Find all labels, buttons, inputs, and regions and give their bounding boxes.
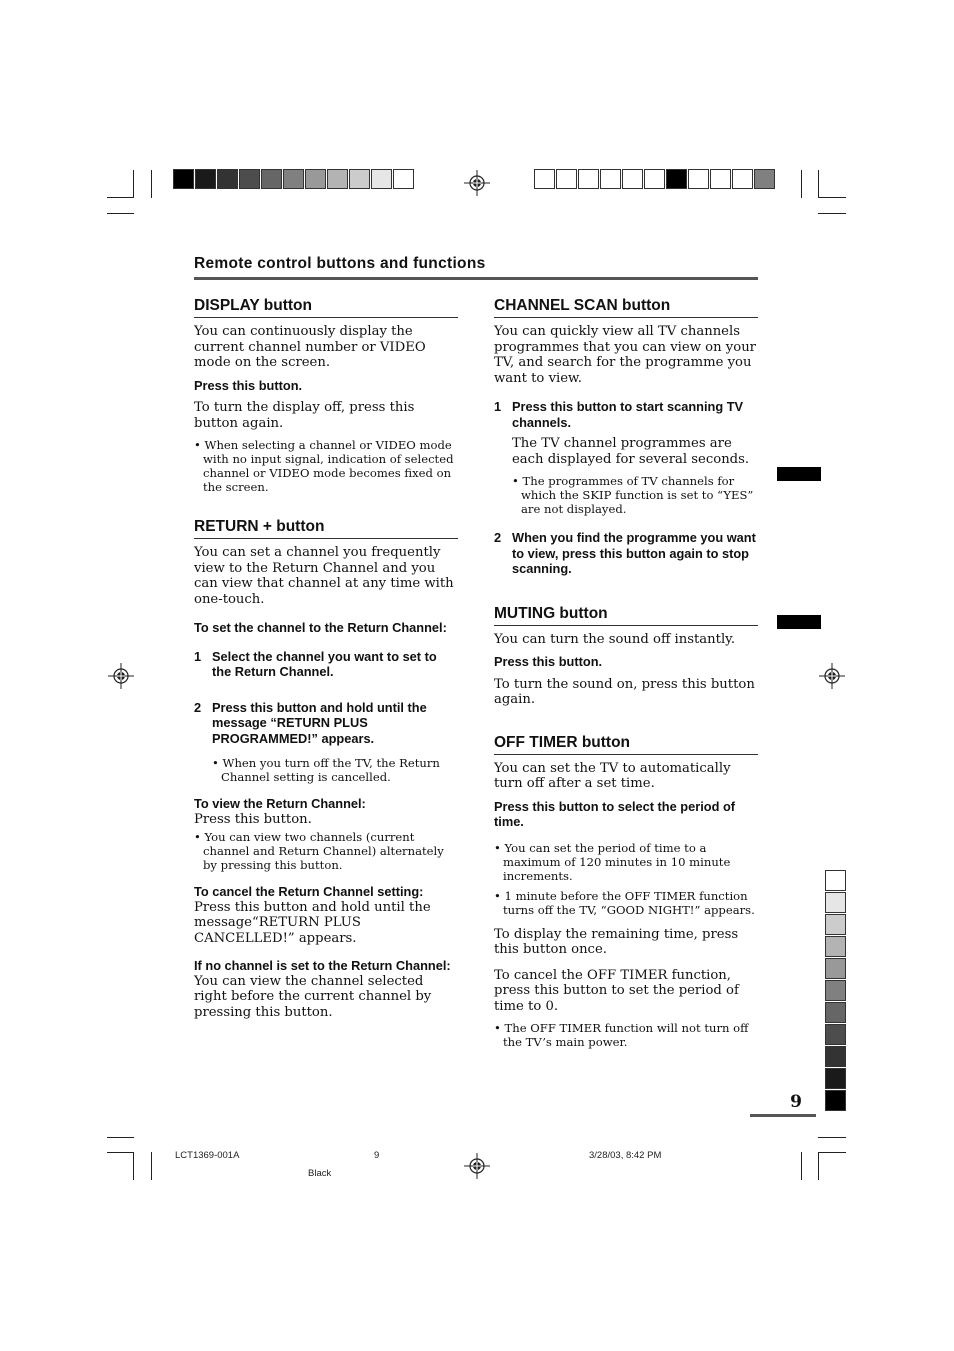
return-intro: You can set a channel you frequently view to the Return Channel and you can view that channel at any time with one-touch.: [194, 545, 454, 607]
footer-datetime: 3/28/03, 8:42 PM: [589, 1150, 662, 1161]
side-tab-marker: [777, 615, 821, 629]
color-bar-right: [825, 870, 846, 1112]
off-timer-instruction: Press this button to select the period of time.: [494, 798, 736, 829]
return-cancel-text: Press this button and hold until the message“RETURN PLUS CANCELLED!” appears.: [194, 899, 431, 946]
off-timer-section: [494, 734, 758, 1050]
crop-mark: [818, 1152, 846, 1153]
color-swatch: [261, 169, 282, 189]
step-text: Select the channel you want to set to the Return Channel.: [212, 648, 437, 679]
step-number: 2: [194, 699, 202, 715]
crop-mark: [107, 1152, 134, 1153]
color-swatch: [710, 169, 731, 189]
color-swatch: [622, 169, 643, 189]
crop-mark: [151, 1152, 152, 1180]
registration-mark-icon: [464, 1153, 490, 1179]
color-swatch: [666, 169, 687, 189]
off-timer-heading: OFF TIMER button: [494, 734, 758, 755]
color-swatch: [688, 169, 709, 189]
color-swatch: [305, 169, 326, 189]
color-swatch: [349, 169, 370, 189]
color-bar-top-right: [534, 169, 776, 189]
color-swatch: [825, 958, 846, 979]
color-swatch: [578, 169, 599, 189]
page-title: Remote control buttons and functions: [194, 255, 758, 280]
return-section: [194, 518, 458, 1020]
registration-mark-icon: [108, 663, 134, 689]
color-swatch: [825, 1002, 846, 1023]
return-heading: RETURN + button: [194, 518, 458, 539]
registration-mark-icon: [819, 663, 845, 689]
crop-mark: [151, 170, 152, 198]
step-number: 2: [494, 530, 502, 545]
color-swatch: [825, 936, 846, 957]
off-timer-remaining: To display the remaining time, press this button once.: [494, 926, 739, 957]
crop-mark: [801, 170, 802, 198]
display-section: [194, 297, 458, 494]
crop-mark: [133, 1152, 134, 1180]
muting-section: [494, 605, 758, 708]
color-swatch: [393, 169, 414, 189]
color-swatch: [644, 169, 665, 189]
display-note: • When selecting a channel or VIDEO mode with no input signal, indication of selected channel or VIDEO mode becomes fixed on the screen.: [194, 438, 454, 494]
display-off-text: To turn the display off, press this button again.: [194, 400, 415, 431]
color-swatch: [825, 1046, 846, 1067]
channel-scan-heading: CHANNEL SCAN button: [494, 297, 758, 318]
return-view-text: Press this button.: [194, 811, 312, 827]
color-bar-top-left: [173, 169, 415, 189]
color-swatch: [371, 169, 392, 189]
crop-mark: [818, 1152, 819, 1180]
return-none-text: You can view the channel selected right before the current channel by pressing this button.: [194, 973, 432, 1020]
color-swatch: [283, 169, 304, 189]
off-timer-note-2: • 1 minute before the OFF TIMER function turns off the TV, “GOOD NIGHT!” appears.: [494, 888, 755, 917]
crop-mark: [107, 1137, 134, 1138]
crop-mark: [818, 170, 819, 198]
off-timer-note-1: • You can set the period of time to a maximum of 120 minutes in 10 minute increments.: [494, 840, 731, 883]
color-swatch: [825, 980, 846, 1001]
step-text: Press this button and hold until the message “RETURN PLUS PROGRAMMED!” appears.: [212, 699, 427, 746]
return-view-title: To view the Return Channel:: [194, 796, 366, 811]
return-step-2-note: • When you turn off the TV, the Return Channel setting is cancelled.: [212, 756, 440, 784]
color-swatch: [825, 870, 846, 891]
color-swatch: [556, 169, 577, 189]
step-text: When you find the programme you want to view, press this button again to stop scanning.: [512, 530, 756, 576]
color-swatch: [732, 169, 753, 189]
crop-mark: [133, 170, 134, 198]
color-swatch: [754, 169, 775, 189]
color-swatch: [239, 169, 260, 189]
return-step-2: [194, 700, 458, 747]
color-swatch: [327, 169, 348, 189]
footer-code: LCT1369-001A: [175, 1150, 240, 1161]
channel-scan-intro: You can quickly view all TV channels programmes that you can view on your TV, and search for the programme you want to view.: [494, 324, 756, 386]
color-swatch: [173, 169, 194, 189]
step-text: Press this button to start scanning TV channels.: [512, 399, 744, 430]
color-swatch: [534, 169, 555, 189]
crop-mark: [801, 1152, 802, 1180]
channel-scan-step-2: [494, 530, 758, 577]
color-swatch: [825, 1090, 846, 1111]
footer-page: 9: [374, 1150, 380, 1161]
return-step-1: [194, 649, 458, 680]
side-tab-marker: [777, 467, 821, 481]
crop-mark: [818, 197, 846, 198]
color-swatch: [825, 1068, 846, 1089]
color-swatch: [600, 169, 621, 189]
crop-mark: [818, 1137, 846, 1138]
channel-scan-step-1: [494, 399, 758, 430]
left-column: [194, 297, 458, 1027]
step-number: 1: [194, 648, 202, 664]
muting-heading: MUTING button: [494, 605, 758, 626]
muting-instruction: Press this button.: [494, 654, 603, 669]
registration-mark-icon: [464, 170, 490, 196]
return-none-title: If no channel is set to the Return Channel:: [194, 958, 451, 973]
muting-intro: You can turn the sound off instantly.: [494, 631, 736, 647]
off-timer-note-3: • The OFF TIMER function will not turn off the TV’s main power.: [494, 1021, 749, 1049]
crop-mark: [818, 213, 846, 214]
display-intro: You can continuously display the current channel number or VIDEO mode on the screen.: [194, 324, 426, 370]
color-swatch: [217, 169, 238, 189]
off-timer-intro: You can set the TV to automatically turn off after a set time.: [494, 760, 731, 791]
muting-on-text: To turn the sound on, press this button again.: [494, 676, 755, 707]
crop-mark: [107, 213, 134, 214]
channel-scan-section: [494, 297, 758, 577]
color-swatch: [825, 914, 846, 935]
return-view-note: • You can view two channels (current channel and Return Channel) alternately by pressing this button.: [194, 830, 444, 872]
color-swatch: [195, 169, 216, 189]
right-column: [494, 297, 758, 1055]
color-swatch: [825, 1024, 846, 1045]
step-number: 1: [494, 399, 502, 414]
channel-scan-step-1-text: The TV channel programmes are each displayed for several seconds.: [512, 436, 750, 467]
color-swatch: [825, 892, 846, 913]
page-number-text: 9: [790, 1092, 802, 1112]
footer-color-name: Black: [308, 1168, 332, 1179]
display-heading: DISPLAY button: [194, 297, 458, 318]
crop-mark: [107, 197, 134, 198]
return-cancel-title: To cancel the Return Channel setting:: [194, 884, 424, 899]
display-instruction: Press this button.: [194, 377, 303, 393]
off-timer-cancel: To cancel the OFF TIMER function, press this button to set the period of time to 0.: [494, 967, 739, 1014]
channel-scan-step-1-note: • The programmes of TV channels for which the SKIP function is set to “YES” are not displayed.: [512, 474, 754, 516]
return-set-title: To set the channel to the Return Channel:: [194, 620, 447, 635]
page-number: [750, 1092, 816, 1117]
